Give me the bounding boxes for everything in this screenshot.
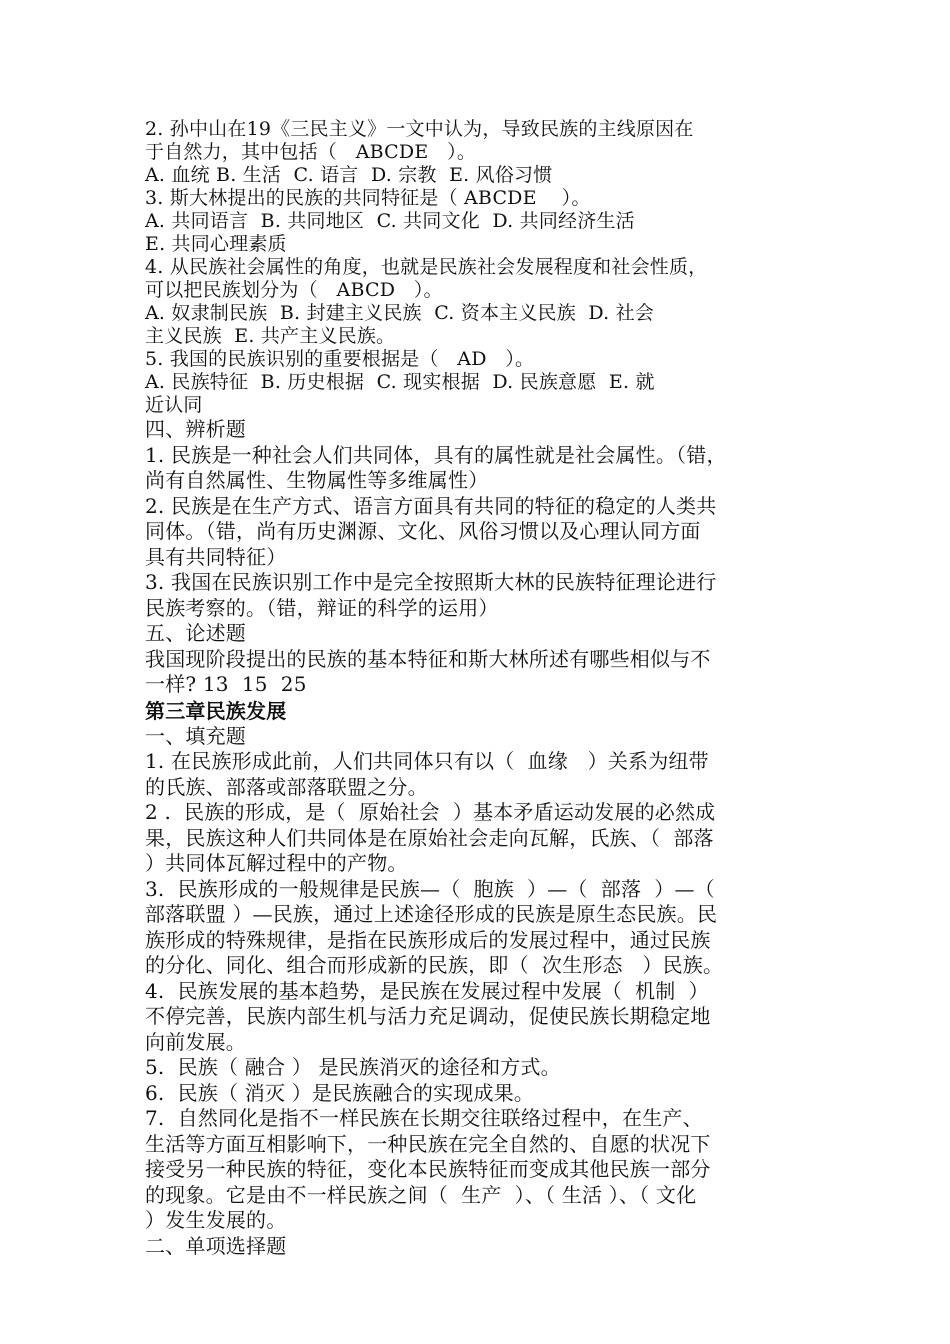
text-line: 部落联盟 ）—民族，通过上述途径形成的民族是原生态民族。民	[145, 902, 718, 926]
text-line: A. 共同语言 B. 共同地区 C. 共同文化 D. 共同经济生活	[145, 210, 635, 232]
text-line: 我国现阶段提出的民族的基本特征和斯大林所述有哪些相似与不	[145, 646, 711, 671]
text-line: 同体。（错，尚有历史渊源、文化、风俗习惯以及心理认同方面	[145, 519, 701, 543]
text-line: 2. 孙中山在19《三民主义》一文中认为，导致民族的主线原因在	[145, 118, 694, 140]
text-line: 3. 我国在民族识别工作中是完全按照斯大林的民族特征理论进行	[145, 570, 717, 594]
text-line: 7. 自然同化是指不一样民族在长期交往联络过程中，在生产、	[145, 1106, 703, 1130]
text-line: 四、辨析题	[145, 417, 246, 441]
text-line: ）发生发展的。	[145, 1208, 287, 1232]
text-line: ）共同体瓦解过程中的产物。	[145, 851, 408, 875]
text-line: 不停完善，民族内部生机与活力充足调动，促使民族长期稳定地	[145, 1004, 711, 1028]
text-line: 4. 民族发展的基本趋势，是民族在发展过程中发展（ 机制 ）	[145, 978, 709, 1003]
text-line: 五、论述题	[145, 621, 246, 645]
text-line: 主义民族 E. 共产主义民族。	[145, 325, 396, 347]
text-line: 向前发展。	[145, 1029, 246, 1054]
text-line: 5. 民族（ 融合 ） 是民族消灭的途径和方式。	[145, 1055, 561, 1079]
text-line: 接受另一种民族的特征，变化本民族特征而变成其他民族一部分	[145, 1157, 711, 1181]
text-line: 2. 民族是在生产方式、语言方面具有共同的特征的稳定的人类共	[145, 493, 717, 518]
text-line: 民族考察的。（错，辩证的科学的运用）	[145, 595, 499, 620]
text-line: 5. 我国的民族识别的重要根据是（ AD ）。	[145, 348, 535, 370]
text-line: 的分化、同化、组合而形成新的民族，即（ 次生形态 ）民族。	[145, 953, 724, 977]
text-line: 二、单项选择题	[145, 1233, 287, 1258]
text-line: 一样? 13 15 25	[145, 672, 307, 696]
text-line: 的现象。它是由不一样民族之间（ 生产 ）、（ 生活 ）、（ 文化	[145, 1182, 697, 1207]
text-line: 的氏族、部落或部落联盟之分。	[145, 774, 428, 799]
document-body	[145, 118, 795, 1259]
text-line: 一、填充题	[145, 723, 246, 748]
text-line: 1. 民族是一种社会人们共同体，具有的属性就是社会属性。（错，	[145, 442, 727, 467]
text-line: 生活等方面互相影响下，一种民族在完全自然的、自愿的状况下	[145, 1131, 711, 1156]
text-line: 1. 在民族形成此前，人们共同体只有以（ 血缘 ）关系为纽带	[145, 749, 709, 773]
text-line: 具有共同特征）	[145, 544, 287, 569]
text-line: E. 共同心理素质	[145, 233, 287, 255]
text-line: 可以把民族划分为（ ABCD ）。	[145, 279, 443, 301]
text-line: 3. 斯大林提出的民族的共同特征是（ ABCDE ）。	[145, 187, 591, 209]
text-line: 6. 民族（ 消灭 ）是民族融合的实现成果。	[145, 1080, 535, 1105]
text-line: A. 血统 B. 生活 C. 语言 D. 宗教 E. 风俗习惯	[145, 164, 553, 186]
text-line: 尚有自然属性、生物属性等多维属性）	[145, 468, 489, 492]
text-line: 于自然力，其中包括（ ABCDE ）。	[145, 141, 477, 163]
chapter-heading: 第三章民族发展	[145, 698, 287, 723]
text-line: A. 奴隶制民族 B. 封建主义民族 C. 资本主义民族 D. 社会	[145, 302, 655, 324]
text-line: 果，民族这种人们共同体是在原始社会走向瓦解，氏族、（ 部落	[145, 825, 714, 850]
text-line: 4. 从民族社会属性的角度，也就是民族社会发展程度和社会性质，	[145, 256, 708, 278]
text-line: 2 . 民族的形成，是（ 原始社会 ）基本矛盾运动发展的必然成	[145, 800, 716, 824]
text-line: A. 民族特征 B. 历史根据 C. 现实根据 D. 民族意愿 E. 就	[145, 371, 655, 393]
text-line: 族形成的特殊规律，是指在民族形成后的发展过程中，通过民族	[145, 927, 711, 952]
text-line: 近认同	[145, 394, 203, 416]
text-line: 3. 民族形成的一般规律是民族—（ 胞族 ）—（ 部落 ）—（	[145, 876, 715, 901]
